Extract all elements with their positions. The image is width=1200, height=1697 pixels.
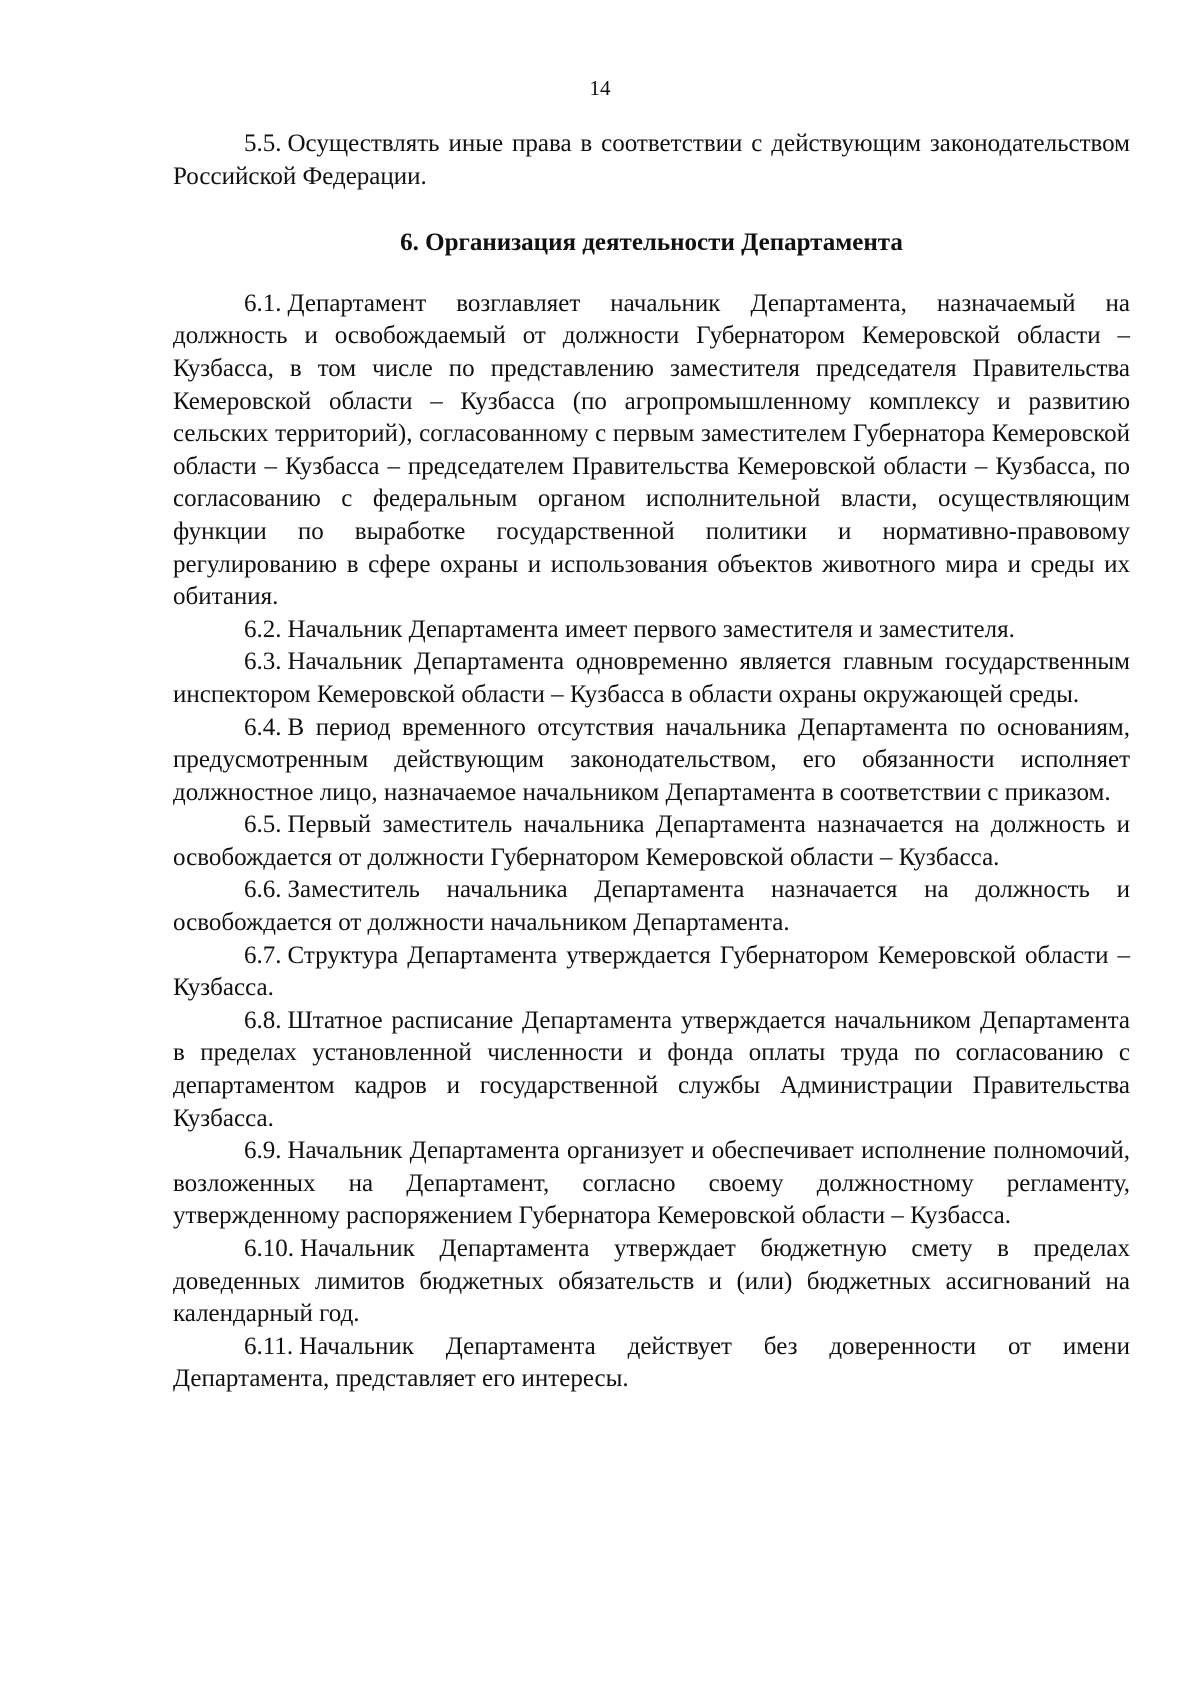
paragraph-6-1	[173, 288, 1130, 614]
paragraph-6-8	[173, 1005, 1130, 1135]
paragraph-text: Начальник Департамента одновременно является главным государственным инспектором Кемеровской области – Кузбасса в области охраны окружающей среды.	[173, 648, 1130, 708]
paragraph-text: Начальник Департамента организует и обеспечивает исполнение полномочий, возложенных на Департамент, согласно своему должностному регламенту, утвержденному распоряжением Губернатора Кемеровской области – Кузбасса.	[173, 1137, 1130, 1230]
paragraph-text: Начальник Департамента действует без доверенности от имени Департамента, представляет его интересы.	[173, 1332, 1130, 1393]
paragraph-number: 6.4.	[244, 713, 282, 741]
paragraph-number: 6.11.	[244, 1332, 294, 1360]
paragraph-number: 6.9.	[244, 1137, 282, 1165]
paragraph-text: В период временного отсутствия начальника Департамента по основаниям, предусмотренным действующим законодательством, его обязанности исполняет должностное лицо, назначаемое начальником Департамента в соответствии с приказом.	[173, 713, 1130, 806]
paragraph-6-4	[173, 712, 1130, 810]
paragraph-number: 6.7.	[244, 941, 282, 969]
paragraph-number: 6.3.	[244, 648, 282, 676]
page-number: 14	[589, 76, 611, 100]
paragraph-text: Заместитель начальника Департамента назначается на должность и освобождается от должности начальником Департамента.	[173, 876, 1130, 937]
paragraph-text: Штатное расписание Департамента утверждается начальником Департамента в пределах установленной численности и фонда оплаты труда по согласованию с департаментом кадров и государственной службы Администрации Правительства Кузбасса.	[173, 1006, 1130, 1132]
paragraph-text: Первый заместитель начальника Департамента назначается на должность и освобождается от должности Губернатором Кемеровской области – Кузбасса.	[173, 811, 1130, 871]
paragraph-text: Начальник Департамента утверждает бюджетную смету в пределах доведенных лимитов бюджетных обязательств и (или) бюджетных ассигнований на календарный год.	[173, 1235, 1130, 1328]
paragraph-6-11	[173, 1331, 1130, 1396]
paragraph-6-10	[173, 1233, 1130, 1331]
paragraph-number: 5.5.	[244, 130, 282, 157]
paragraph-6-9	[173, 1135, 1130, 1233]
paragraph-number: 6.10.	[244, 1235, 294, 1262]
paragraph-number: 6.8.	[244, 1006, 282, 1034]
paragraph-number: 6.2.	[244, 615, 282, 643]
paragraph-text: Структура Департамента утверждается Губернатором Кемеровской области – Кузбасса.	[173, 941, 1130, 1002]
paragraph-number: 6.1.	[244, 289, 282, 317]
document-body	[173, 128, 1130, 1396]
paragraph-text: Начальник Департамента имеет первого заместителя и заместителя.	[287, 615, 1015, 643]
paragraph-number: 6.5.	[244, 811, 282, 839]
paragraph-6-7	[173, 940, 1130, 1005]
paragraph-6-3	[173, 646, 1130, 711]
paragraph-6-5	[173, 809, 1130, 874]
paragraph-6-2	[173, 614, 1130, 647]
paragraph-5-5	[173, 128, 1130, 193]
paragraph-6-6	[173, 874, 1130, 939]
paragraph-text: Департамент возглавляет начальник Департамента, назначаемый на должность и освобождаемый от должности Губернатором Кемеровской области – Кузбасса, в том числе по представлению заместителя председателя Правительства Кемеровской области – Кузбасса (по агропромышленному комплексу и развитию сельских территорий), согласованному с первым заместителем Губернатора Кемеровской области – Кузбасса – председателем Правительства Кемеровской области – Кузбасса, по согласованию с федеральным органом исполнительной власти, осуществляющим функции по выработке государственной политики и нормативно-правовому регулированию в сфере охраны и использования объектов животного мира и среды их обитания.	[173, 289, 1130, 611]
section-heading: 6. Организация деятельности Департамента	[400, 229, 903, 257]
paragraph-text: Осуществлять иные права в соответствии с действующим законодательством Российской Федерации.	[173, 130, 1130, 190]
paragraph-number: 6.6.	[244, 876, 282, 904]
